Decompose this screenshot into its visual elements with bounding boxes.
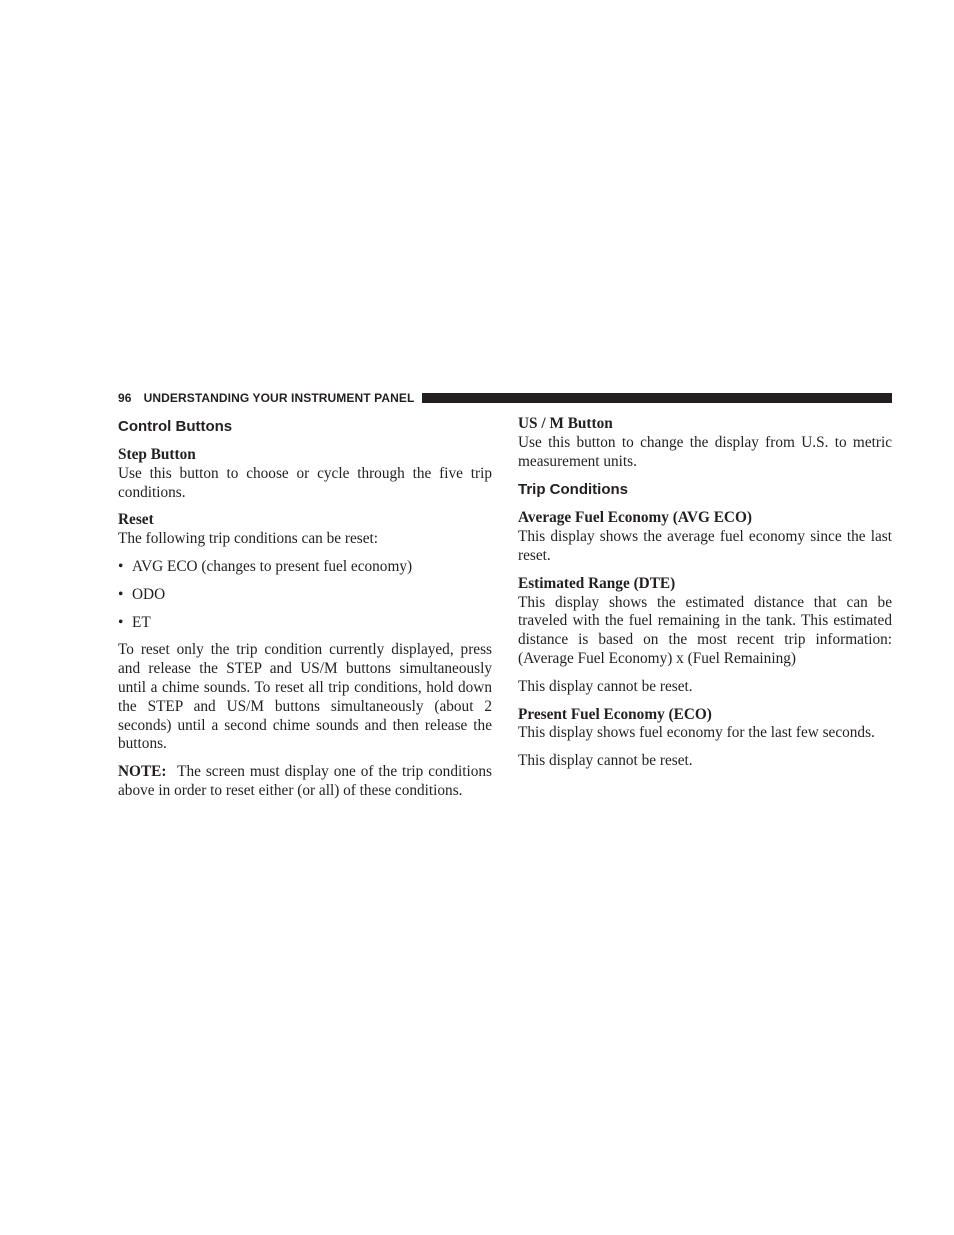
- bullet-icon: •: [118, 585, 124, 603]
- left-column: [118, 415, 492, 810]
- control-buttons-heading: Control Buttons: [118, 418, 233, 435]
- dte-title: Estimated Range (DTE): [518, 574, 676, 592]
- header-rule: [422, 393, 892, 403]
- avg-eco-title: Average Fuel Economy (AVG ECO): [518, 509, 752, 527]
- list-item: • ODO: [118, 585, 166, 603]
- bullet-icon: •: [118, 557, 124, 575]
- eco-text: This display shows fuel economy for the last few seconds.: [518, 724, 875, 742]
- bullet-icon: •: [118, 613, 124, 631]
- page-number: 96: [118, 391, 132, 405]
- list-item: • ET: [118, 613, 151, 631]
- page-header: [118, 389, 892, 407]
- right-column: [518, 415, 892, 780]
- dte-note: This display cannot be reset.: [518, 677, 693, 695]
- trip-conditions-heading: Trip Conditions: [518, 481, 628, 499]
- us-m-button-title: US / M Button: [518, 415, 613, 432]
- reset-intro: The following trip conditions can be reset:: [118, 530, 378, 548]
- avg-eco-text: This display shows the average fuel economy since the last reset.: [518, 528, 892, 564]
- reset-instructions: To reset only the trip condition currently displayed, press and release the STEP and US/M buttons simultaneously until a chime sounds. To reset all trip conditions, hold down the STEP and US/M buttons simultaneously (about 2 seconds) until a second chime sounds and then release the buttons.: [118, 641, 492, 753]
- step-button-text: Use this button to choose or cycle through the five trip conditions.: [118, 464, 492, 501]
- list-item: • AVG ECO (changes to present fuel economy): [118, 557, 413, 575]
- reset-list: [118, 558, 492, 632]
- note-paragraph: [118, 763, 492, 801]
- section-title: UNDERSTANDING YOUR INSTRUMENT PANEL: [143, 391, 415, 405]
- dte-text: This display shows the estimated distance that can be traveled with the fuel remaining in the tank. This estimated distance is based on the most recent trip information: (Average Fuel Economy) x (Fuel Remaining): [518, 593, 892, 667]
- note-text: The screen must display one of the trip conditions above in order to reset either (or all) of these conditions.: [118, 763, 492, 799]
- us-m-button-text: Use this button to change the display from U.S. to metric measurement units.: [518, 433, 892, 470]
- step-button-title: Step Button: [118, 446, 196, 463]
- reset-title: Reset: [118, 511, 154, 529]
- eco-title: Present Fuel Economy (ECO): [518, 705, 712, 723]
- eco-note: This display cannot be reset.: [518, 752, 693, 770]
- note-label: NOTE:: [118, 763, 167, 781]
